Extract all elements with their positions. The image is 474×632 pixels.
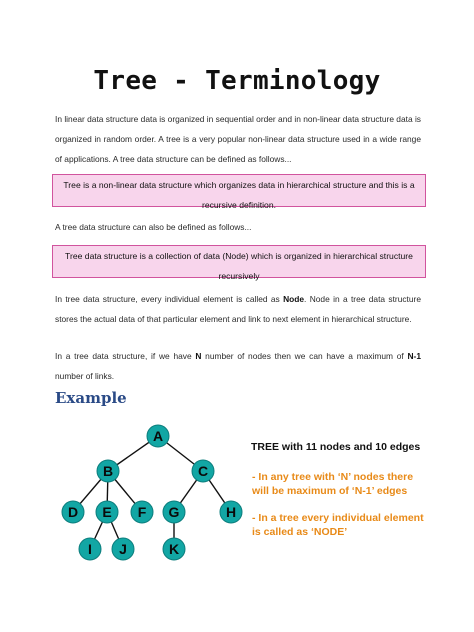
definition-box-1: [52, 174, 426, 210]
node-b-label: B: [102, 463, 114, 479]
node-d-label: D: [67, 504, 79, 520]
links-para-text-1: In a tree data structure, if we have: [55, 351, 196, 361]
page-title: Tree - Terminology: [93, 66, 381, 96]
intro-paragraph: In linear data structure data is organized in sequential order and in non-linear data structure data is organized in random order. A tree is a very popular non-linear data structure used in a wide range of applications. A tree data structure can be defined as follows...: [55, 114, 421, 164]
node-j-label: J: [119, 541, 127, 557]
definition-2-text: Tree data structure is a collection of data (Node) which is organized in hierarchical structure recursively: [65, 251, 413, 281]
tree-node-k: [163, 538, 185, 560]
node-e-label: E: [102, 504, 112, 520]
node-g-label: G: [168, 504, 180, 520]
tree-edges: [73, 436, 231, 549]
links-paragraph: [55, 346, 421, 386]
tree-node-b: [97, 460, 119, 482]
definition-box-2: [52, 245, 426, 281]
links-para-text-2: number of nodes then we can have a maximum of: [201, 351, 408, 361]
node-paragraph: [55, 289, 421, 329]
node-para-text-2: . Node in a tree data structure stores the actual data of that particular element and link to next element in hierarchical structure.: [55, 294, 421, 324]
tree-node-g: [163, 501, 185, 523]
tree-node-c: [192, 460, 214, 482]
node-h-label: H: [225, 504, 237, 520]
tree-bullet-1: - In any tree with ‘N’ nodes there will be maximum of ‘N-1’ edges: [252, 471, 414, 497]
example-heading: Example: [55, 389, 127, 407]
tree-node-e: [96, 501, 118, 523]
tree-node-d: [62, 501, 84, 523]
links-para-bold-n-1: N-1: [407, 351, 421, 361]
tree-node-i: [79, 538, 101, 560]
also-defined-paragraph: A tree data structure can also be defined as follows...: [55, 222, 252, 232]
node-a-label: A: [152, 428, 164, 444]
tree-node-h: [220, 501, 242, 523]
node-para-text-1: In tree data structure, every individual element is called as: [55, 294, 284, 304]
node-c-label: C: [197, 463, 209, 479]
node-i-label: I: [88, 541, 92, 557]
tree-node-f: [131, 501, 153, 523]
tree-diagram: [55, 418, 255, 568]
definition-1-text: Tree is a non-linear data structure which organizes data in hierarchical structure and this is a recursive definition.: [63, 180, 415, 210]
tree-bullet-2: - In a tree every individual element is called as ‘NODE’: [252, 512, 424, 538]
node-para-bold: Node: [283, 294, 305, 304]
node-f-label: F: [137, 504, 147, 520]
links-para-bold-n: N: [195, 351, 202, 361]
tree-node-a: [147, 425, 169, 447]
tree-caption: TREE with 11 nodes and 10 edges: [251, 441, 421, 453]
links-para-text-3: number of links.: [55, 371, 115, 381]
node-k-label: K: [168, 541, 180, 557]
tree-node-j: [112, 538, 134, 560]
